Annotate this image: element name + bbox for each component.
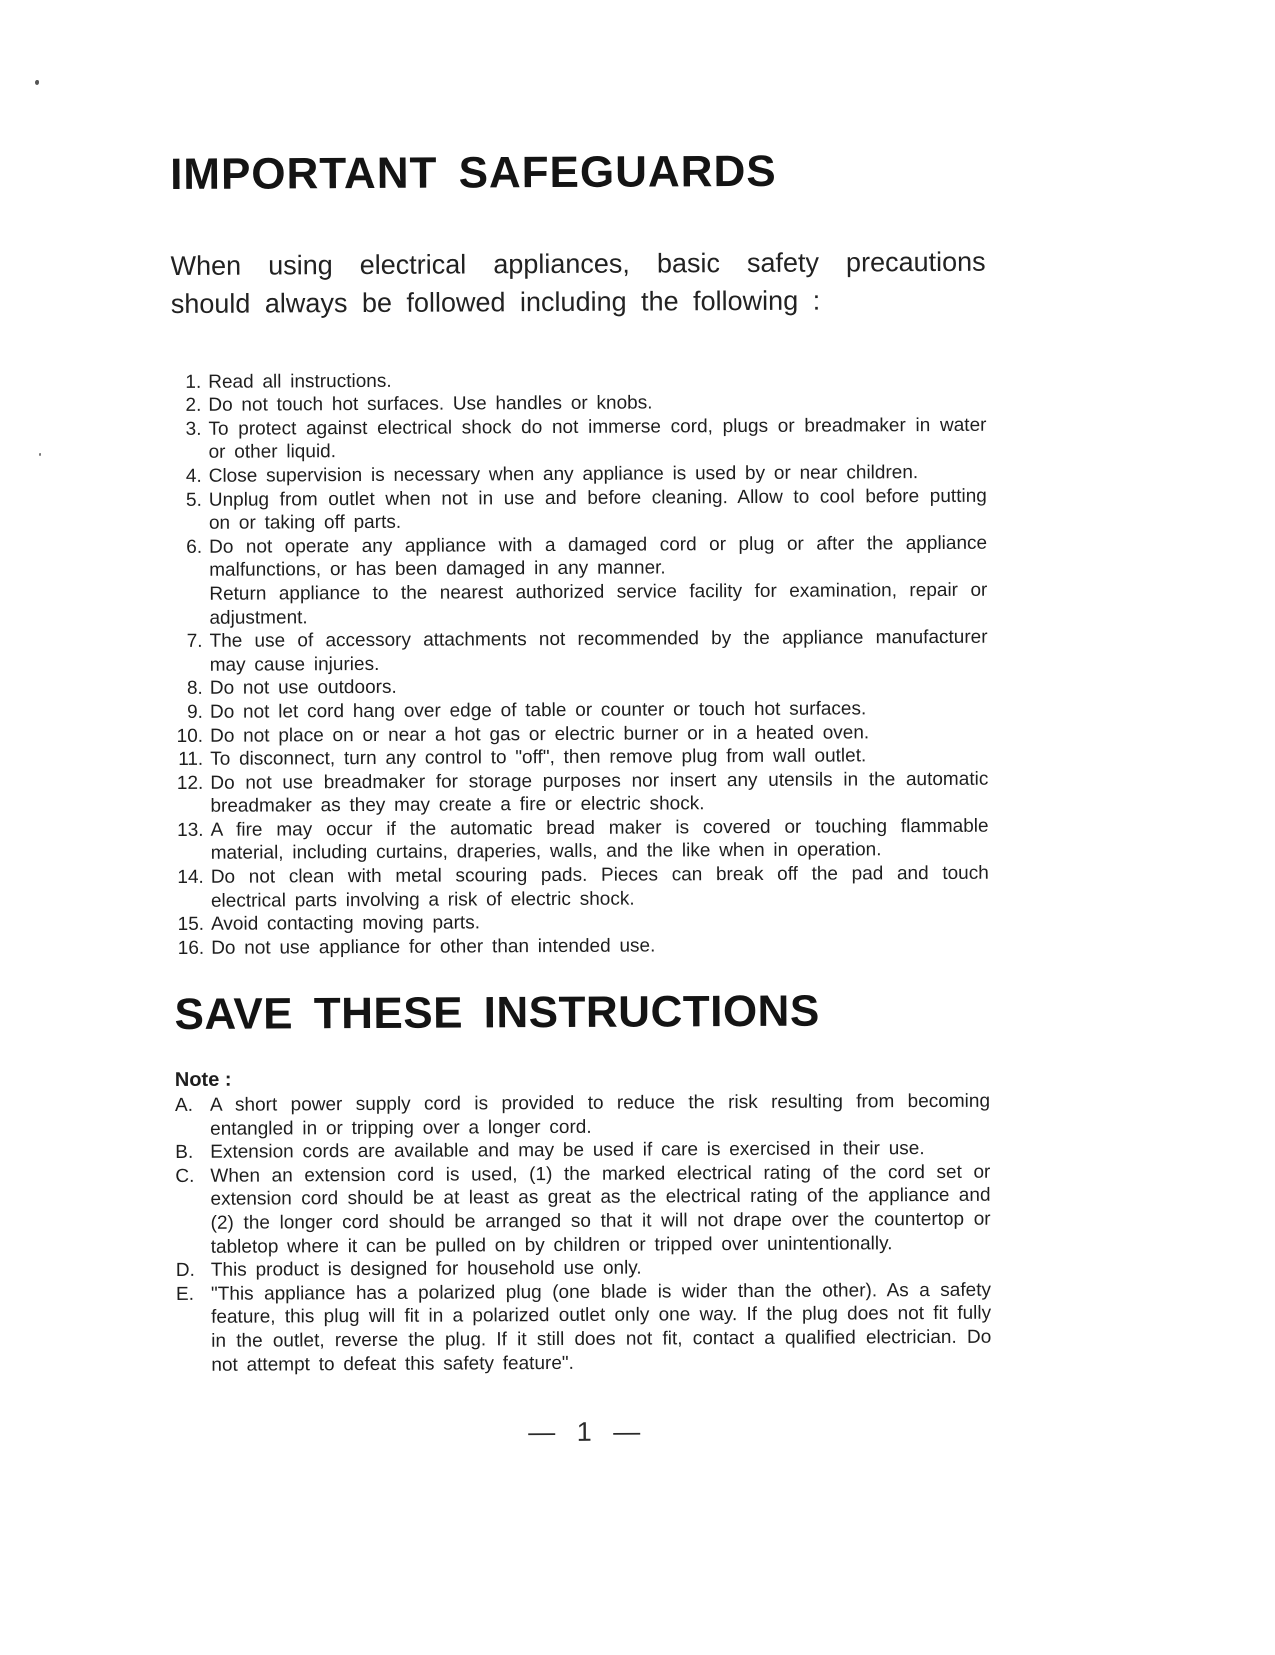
safeguard-item-text: Do not place on or near a hot gas or electric burner or in a heated oven.	[210, 721, 870, 747]
safeguard-item-number: 11.	[178, 748, 204, 771]
note-label: Note :	[174, 1068, 232, 1092]
note-item	[176, 1278, 991, 1377]
note-item-letter: A.	[174, 1094, 194, 1117]
safeguard-item-text: Do not use appliance for other than intended use.	[211, 935, 656, 959]
safeguard-item-number: 3.	[185, 418, 202, 440]
safeguard-item	[174, 933, 989, 961]
note-item-text: A short power supply cord is provided to reduce the risk resulting from becoming entangled in or tripping over a longer cord.	[209, 1090, 991, 1140]
safeguard-item-number: 8.	[186, 678, 203, 700]
note-item-letter: B.	[175, 1142, 194, 1164]
save-instructions-heading: SAVE THESE INSTRUCTIONS	[174, 987, 820, 1040]
safeguard-item	[174, 862, 989, 913]
safeguard-item-number: 7.	[186, 630, 203, 653]
intro-paragraph: When using electrical appliances, basic safety precautions should always be followed including the following :	[170, 246, 986, 319]
safeguard-item-text: To protect against electrical shock do not immerse cord, plugs or breadmaker in water or other liquid.	[208, 414, 987, 464]
scan-artifacts	[35, 80, 39, 85]
safeguard-item-text: To disconnect, turn any control to "off", then remove plug from wall outlet.	[210, 745, 867, 770]
note-item	[175, 1161, 990, 1260]
safeguards-list	[171, 366, 989, 960]
safeguard-item-text: Do not clean with metal scouring pads. Pieces can break off the pad and touch electrical parts involving a risk of electric shock.	[210, 862, 989, 912]
safeguard-item-number: 2.	[185, 395, 202, 417]
safeguard-item-number: 6.	[186, 536, 203, 558]
safeguard-item	[172, 531, 987, 630]
note-item	[175, 1090, 990, 1141]
safeguard-item-text: Do not let cord hang over edge of table or counter or touch hot surfaces.	[209, 698, 867, 723]
safeguard-item-text: Do not use breadmaker for storage purposes nor insert any utensils in the automatic breadmaker as they may create a fire or electric shock.	[210, 768, 989, 818]
safeguard-item-number: 4.	[185, 465, 202, 487]
safeguard-item-number: 14.	[177, 866, 204, 889]
safeguard-item-text: Do not touch hot surfaces. Use handles or knobs.	[208, 392, 653, 416]
safeguard-item-number: 10.	[176, 725, 204, 747]
page-title: IMPORTANT SAFEGUARDS	[170, 146, 777, 199]
safeguard-item-number: 5.	[185, 489, 202, 511]
page-content	[170, 146, 992, 1450]
safeguard-item-number: 16.	[177, 937, 205, 959]
safeguard-item	[171, 414, 986, 465]
safeguard-item-number: 12.	[176, 772, 204, 794]
page-number: — 1 —	[528, 1416, 641, 1448]
notes-list	[175, 1090, 991, 1377]
note-item-letter: E.	[175, 1283, 194, 1305]
safeguard-item-text: Do not use outdoors.	[209, 677, 397, 700]
safeguard-item-text: Unplug from outlet when not in use and before cleaning. Allow to cool before putting on or taking off parts.	[208, 485, 987, 534]
note-item-text: When an extension cord is used, (1) the marked electrical rating of the cord set or extension cord should be at least as great as the electrical rating of the appliance and (2) the longer cord should be arranged so that it will not drape over the countertop or tabletop where it can be pulled on by children or tripped over unintentionally.	[210, 1161, 991, 1258]
safeguard-item	[172, 484, 987, 535]
note-item-text: "This appliance has a polarized plug (one blade is wider than the other). As a safety feature, this plug will fit in a polarized outlet only one way. If the plug does not fit fully in the outlet, reverse the plug. If it still does not fit, contact a qualified electrician. Do not attempt to defeat this safety feature".	[210, 1279, 992, 1376]
safeguard-item-number: 9.	[187, 701, 203, 723]
note-item-text: Extension cords are available and may be used if care is exercised in their use.	[210, 1138, 925, 1164]
note-item-text: This product is designed for household use only.	[210, 1257, 642, 1281]
safeguard-item-number: 13.	[177, 819, 204, 841]
safeguard-item-text: Close supervision is necessary when any appliance is used by or near children.	[208, 462, 919, 487]
safeguard-item	[173, 626, 988, 677]
safeguard-item-text: The use of accessory attachments not recommended by the appliance manufacturer may cause injuries.	[209, 626, 988, 676]
safeguard-item-text: A fire may occur if the automatic bread maker is covered or touching flammable material, including curtains, draperies, walls, and the like when in operation.	[210, 815, 989, 865]
safeguard-item-number: 1.	[185, 371, 202, 393]
safeguard-item	[173, 767, 988, 818]
note-item-letter: C.	[175, 1165, 195, 1187]
note-item-letter: D.	[175, 1260, 195, 1282]
safeguard-item-text: Do not operate any appliance with a damaged cord or plug or after the appliance malfunctions, or has been damaged in any manner. Return appliance to the nearest authorized service facility for examination, repair or adjustment.	[209, 532, 988, 629]
safeguard-item-text: Avoid contacting moving parts.	[211, 912, 481, 936]
safeguard-item-text: Read all instructions.	[208, 370, 392, 393]
safeguard-item-number: 15.	[177, 914, 205, 936]
safeguard-item	[174, 815, 989, 866]
